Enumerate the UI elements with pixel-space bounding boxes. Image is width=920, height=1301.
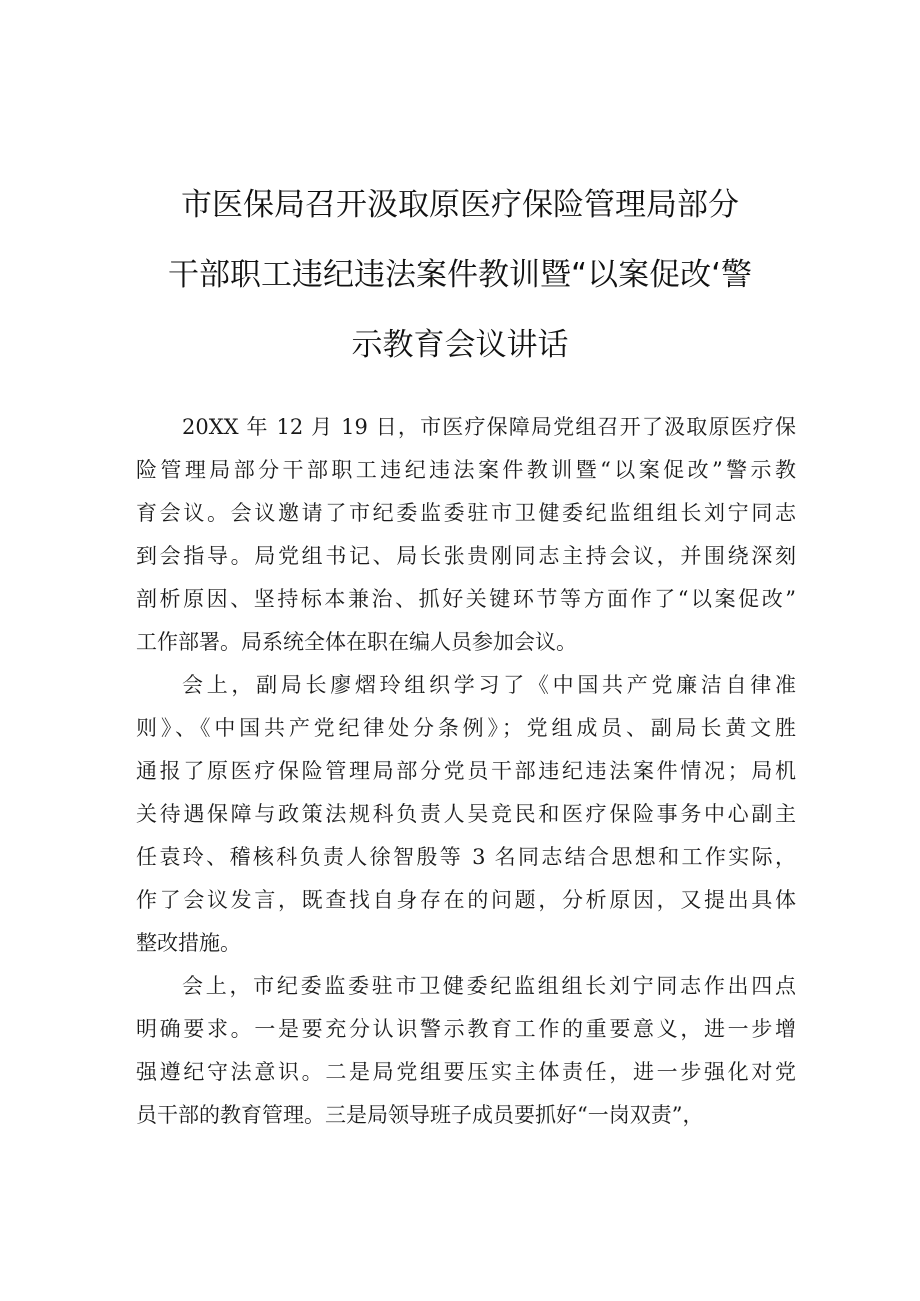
paragraph-1 bbox=[136, 406, 796, 664]
paragraph-line: 员干部的教育管理。三是局领导班子成员要抓好“一岗双责”， bbox=[136, 1103, 704, 1127]
title-line: 示教育会议讲话 bbox=[351, 327, 569, 363]
paragraph-line: 险管理局部分干部职工违纪违法案件教训暨“以案促改”警示教 bbox=[136, 458, 796, 482]
paragraph-line: 强遵纪守法意识。二是局党组要压实主体责任，进一步强化对党 bbox=[136, 1060, 796, 1084]
paragraph-line: 任袁玲、稽核科负责人徐智殷等 3 名同志结合思想和工作实际， bbox=[136, 845, 796, 869]
paragraph-line: 工作部署。局系统全体在职在编人员参加会议。 bbox=[136, 630, 577, 654]
paragraph-2 bbox=[136, 664, 796, 965]
title-line: 干部职工违纪违法案件教训暨“以案促改‘警 bbox=[168, 257, 752, 293]
paragraph-line: 会上，副局长廖熠玲组织学习了《中国共产党廉洁自律准 bbox=[182, 673, 796, 697]
paragraph-line: 关待遇保障与政策法规科负责人吴竞民和医疗保险事务中心副主 bbox=[136, 802, 796, 826]
paragraph-line: 作了会议发言，既查找自身存在的问题，分析原因，又提出具体 bbox=[136, 888, 796, 912]
paragraph-line: 剖析原因、坚持标本兼治、抓好关键环节等方面作了“以案促改” bbox=[136, 587, 796, 611]
paragraph-line: 会上，市纪委监委驻市卫健委纪监组组长刘宁同志作出四点 bbox=[182, 974, 796, 998]
paragraph-line: 则》、《中国共产党纪律处分条例》；党组成员、副局长黄文胜 bbox=[136, 716, 796, 740]
paragraph-line: 明确要求。一是要充分认识警示教育工作的重要意义，进一步增 bbox=[136, 1017, 796, 1041]
document-body bbox=[136, 406, 796, 1137]
title-line: 市医保局召开汲取原医疗保险管理局部分 bbox=[181, 187, 739, 223]
paragraph-line: 育会议。会议邀请了市纪委监委驻市卫健委纪监组组长刘宁同志 bbox=[136, 501, 796, 525]
document-title bbox=[100, 170, 820, 380]
paragraph-line: 20XX 年 12 月 19 日，市医疗保障局党组召开了汲取原医疗保 bbox=[182, 415, 796, 439]
paragraph-3 bbox=[136, 965, 796, 1137]
paragraph-line: 通报了原医疗保险管理局部分党员干部违纪违法案件情况；局机 bbox=[136, 759, 796, 783]
paragraph-line: 到会指导。局党组书记、局长张贵刚同志主持会议，并围绕深刻 bbox=[136, 544, 796, 568]
paragraph-line: 整改措施。 bbox=[136, 931, 241, 955]
